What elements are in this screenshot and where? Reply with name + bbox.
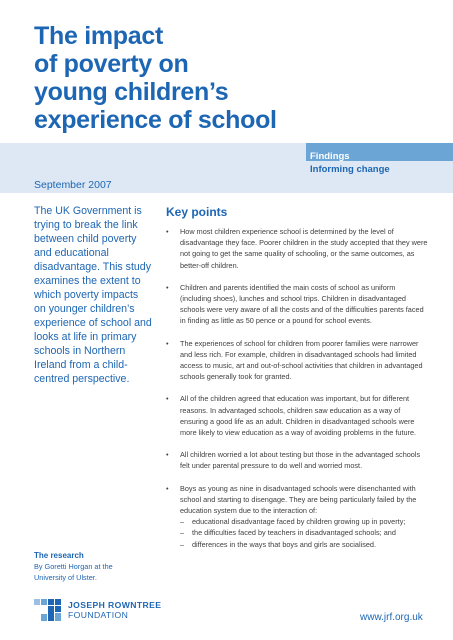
jrf-logo[interactable] xyxy=(34,599,161,621)
key-point xyxy=(166,226,428,271)
key-point-sublist xyxy=(180,516,428,550)
bullet-icon: • xyxy=(166,338,169,348)
sub-point xyxy=(180,516,428,527)
key-point-text: The experiences of school for children from poorer families were narrower and less rich. For example, children in disadvantaged schools had limited access to music, art and out-of-school activities that children in advantaged schools generally took for granted. xyxy=(180,338,423,382)
logo-line-1: JOSEPH ROWNTREE xyxy=(68,600,162,610)
intro-summary: The UK Government is trying to break the link between child poverty and educational disadvantage. This study examines the extent to which poverty impacts on younger children’s experience of school and looks at life in primary schools in Northern Ireland from a child-centred perspective. xyxy=(34,205,152,385)
research-heading: The research xyxy=(34,551,84,560)
key-points-heading: Key points xyxy=(166,205,228,219)
title-line: of poverty on xyxy=(34,50,189,78)
dash-icon: – xyxy=(180,528,185,538)
logo-wordmark xyxy=(68,600,161,620)
publication-date: September 2007 xyxy=(34,179,112,191)
dash-icon: – xyxy=(180,517,185,527)
sub-point xyxy=(180,527,428,538)
key-point xyxy=(166,393,428,438)
key-point-text: Boys as young as nine in disadvantaged schools were disenchanted with school and starting to disengage. They are being particularly failed by the education system due to the interaction of: xyxy=(180,483,417,516)
key-point-text: All children worried a lot about testing but those in the advantaged schools felt under parental pressure to do well and worried most. xyxy=(180,450,421,471)
title-line: experience of school xyxy=(34,106,277,134)
key-point xyxy=(166,449,428,471)
bullet-icon: • xyxy=(166,483,169,493)
logo-line-2: FOUNDATION xyxy=(68,610,129,620)
sub-point xyxy=(180,539,428,550)
jrf-logo-mark-icon xyxy=(34,599,62,621)
key-point-text: Children and parents identified the main costs of school as uniform (including shoes), lunches and school trips. Children in disadvantaged schools were very aware of all the costs and of the difficulties parents faced in finding as little as 50 pence or a pound for school events. xyxy=(180,282,424,326)
series-tagline: Informing change xyxy=(310,164,390,175)
key-point xyxy=(166,282,428,327)
document-title xyxy=(34,22,277,134)
bullet-icon: • xyxy=(166,282,169,292)
website-link[interactable]: www.jrf.org.uk xyxy=(360,612,423,623)
key-points-list xyxy=(166,226,428,561)
key-point xyxy=(166,338,428,383)
sub-point-text: educational disadvantage faced by children growing up in poverty; xyxy=(192,517,406,527)
dash-icon: – xyxy=(180,539,185,549)
key-point-text: How most children experience school is determined by the level of disadvantage they face. Poorer children in the study accepted that they were not going to get the same quality of schooling, or the same outcomes, as better-off children. xyxy=(180,227,428,270)
bullet-icon: • xyxy=(166,227,169,236)
title-line: The impact xyxy=(34,22,163,50)
key-point-text: All of the children agreed that education was important, but for different reasons. In advantaged schools, children saw education as a way of ensuring a good life as an adult. Children in disadvantaged schools were more likely to view education as a way of avoiding problems in the future. xyxy=(180,394,417,438)
bullet-icon: • xyxy=(166,450,169,460)
sub-point-text: differences in the ways that boys and girls are socialised. xyxy=(192,539,377,549)
sub-point-text: the difficulties faced by teachers in disadvantaged schools; and xyxy=(192,528,396,538)
key-point xyxy=(166,483,428,550)
bullet-icon: • xyxy=(166,394,169,404)
title-line: young children’s xyxy=(34,78,229,106)
research-credit: By Goretti Horgan at the University of Ulster. xyxy=(34,562,113,582)
series-label: Findings xyxy=(310,151,350,162)
